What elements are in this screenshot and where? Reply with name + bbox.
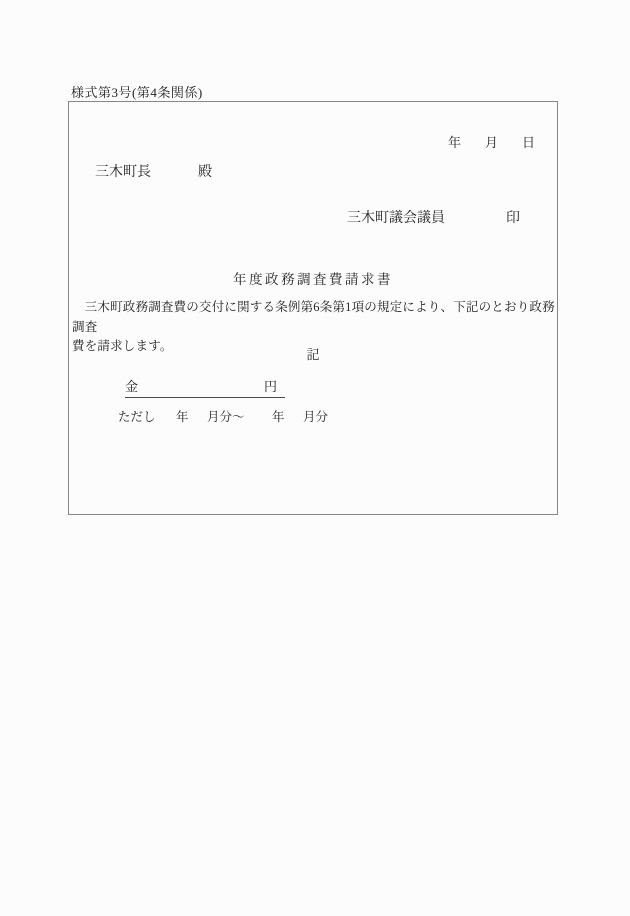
amount-suffix-label: 円 bbox=[263, 379, 277, 394]
form-number-label: 様式第3号(第4条関係) bbox=[71, 85, 203, 100]
amount-prefix-label: 金 bbox=[125, 379, 139, 394]
record-heading: 記 bbox=[306, 347, 320, 362]
period-start-month-label: 月分～ bbox=[207, 410, 245, 424]
body-line: 三木町政務調査費の交付に関する条例第6条第1項の規定により、下記のとおり政務調査 bbox=[72, 300, 555, 334]
addressee-name: 三木町長 bbox=[95, 165, 151, 180]
period-line bbox=[69, 407, 557, 423]
form-border-box bbox=[68, 101, 558, 515]
date-month-label: 月 bbox=[484, 135, 498, 150]
document-title: 年度政務調査費請求書 bbox=[233, 272, 393, 287]
seal-placeholder-label: 印 bbox=[506, 211, 520, 226]
period-proviso-label: ただし bbox=[118, 410, 156, 424]
applicant-title: 三木町議会議員 bbox=[347, 211, 445, 226]
period-start-year-label: 年 bbox=[176, 410, 189, 424]
amount-line bbox=[125, 376, 285, 398]
period-end-month-label: 月分 bbox=[303, 410, 329, 424]
date-day-label: 日 bbox=[521, 135, 535, 150]
body-line: 費を請求します。 bbox=[72, 339, 173, 353]
addressee-line bbox=[95, 161, 212, 181]
applicant-line bbox=[347, 207, 520, 227]
date-year-label: 年 bbox=[447, 135, 461, 150]
date-line bbox=[448, 132, 535, 151]
addressee-honorific: 殿 bbox=[198, 165, 212, 180]
period-end-year-label: 年 bbox=[272, 410, 285, 424]
